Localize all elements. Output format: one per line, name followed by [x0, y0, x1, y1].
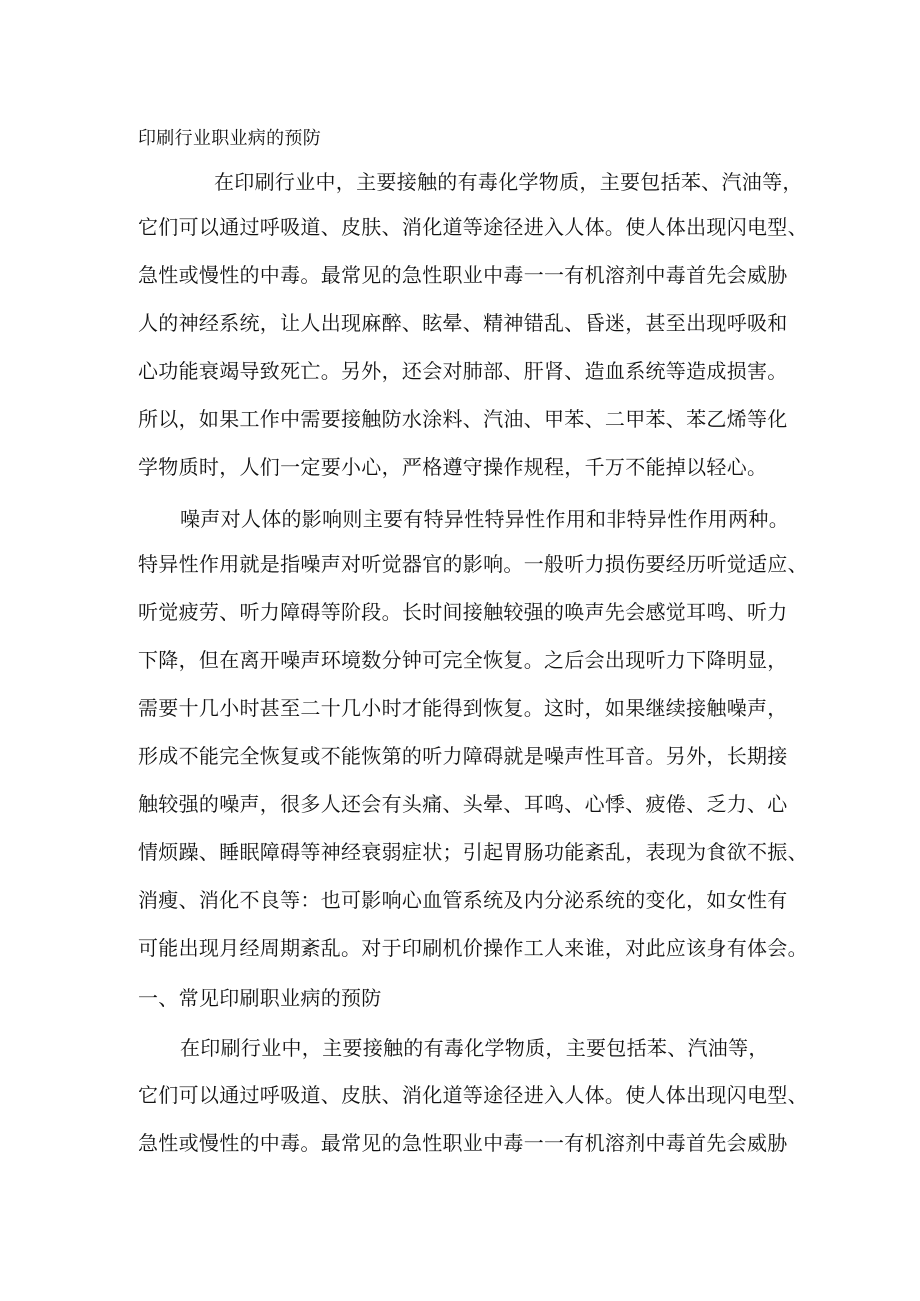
paragraph-1-line: 心功能衰竭导致死亡。另外，还会对肺部、肝肾、造血系统等造成损害。	[138, 359, 788, 383]
paragraph-2-line: 消瘦、消化不良等：也可影响心血管系统及内分泌系统的变化，如女性有	[138, 888, 788, 912]
paragraph-2-line: 触较强的噪声，很多人还会有头痛、头晕、耳鸣、心悸、疲倦、乏力、心	[138, 792, 788, 816]
paragraph-2-line: 特异性作用就是指噪声对听觉器官的影响。一般听力损伤要经历听觉适应、	[138, 552, 808, 576]
paragraph-1-line: 它们可以通过呼吸道、皮肤、消化道等途径进入人体。使人体出现闪电型、	[138, 215, 808, 239]
paragraph-1-line: 在印刷行业中，主要接触的有毒化学物质，主要包括苯、汽油等，	[214, 170, 803, 194]
paragraph-1-line: 所以，如果工作中需要接触防水涂料、汽油、甲苯、二甲苯、苯乙烯等化	[138, 407, 788, 431]
paragraph-3-line: 它们可以通过呼吸道、皮肤、消化道等途径进入人体。使人体出现闪电型、	[138, 1083, 808, 1107]
paragraph-2-line: 形成不能完全恢复或不能恢第的听力障碍就是噪声性耳音。另外，长期接	[138, 744, 788, 768]
paragraph-3-line: 急性或慢性的中毒。最常见的急性职业中毒一一有机溶剂中毒首先会威胁	[138, 1131, 788, 1155]
paragraph-2-line: 情烦躁、睡眠障碍等神经衰弱症状；引起胃肠功能紊乱，表现为食欲不振、	[138, 840, 808, 864]
paragraph-2-line: 听觉疲劳、听力障碍等阶段。长时间接触较强的唤声先会感觉耳鸣、听力	[138, 600, 788, 624]
document-title: 印刷行业职业病的预防	[138, 128, 321, 149]
paragraph-2-line: 噪声对人体的影响则主要有特异性特异性作用和非特异性作用两种。	[180, 507, 789, 531]
paragraph-2-line: 下降，但在离开噪声环境数分钟可完全恢复。之后会出现听力下降明显，	[138, 648, 788, 672]
paragraph-1-line: 急性或慢性的中毒。最常见的急性职业中毒一一有机溶剂中毒首先会威胁	[138, 263, 788, 287]
section-heading: 一、常见印刷职业病的预防	[138, 986, 382, 1010]
paragraph-1-line: 学物质时，人们一定要小心，严格遵守操作规程，千万不能掉以轻心。	[138, 455, 768, 479]
paragraph-3-line: 在印刷行业中，主要接触的有毒化学物质，主要包括苯、汽油等，	[180, 1036, 769, 1060]
paragraph-1-line: 人的神经系统，让人出现麻醉、眩晕、精神错乱、昏迷，甚至出现呼吸和	[138, 311, 788, 335]
paragraph-2-line: 可能出现月经周期紊乱。对于印刷机价操作工人来谁，对此应该身有体会。	[138, 936, 808, 960]
paragraph-2-line: 需要十几小时甚至二十几小时才能得到恢复。这时，如果继续接触噪声，	[138, 696, 788, 720]
